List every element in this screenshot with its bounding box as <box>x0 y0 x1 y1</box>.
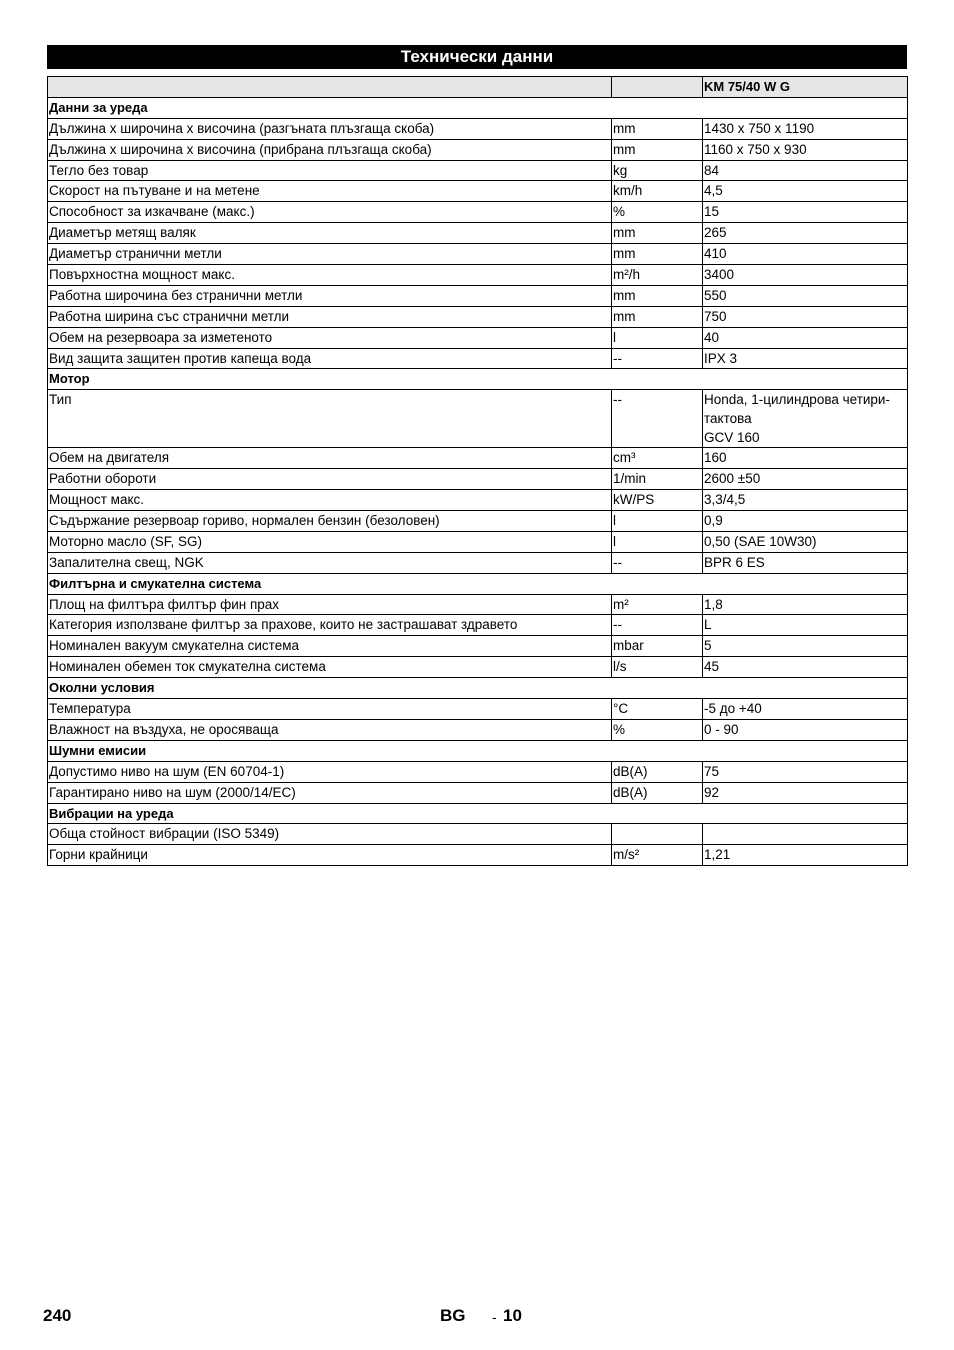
spec-value: 40 <box>703 327 908 348</box>
section-title: Данни за уреда <box>48 97 908 118</box>
spec-unit: °C <box>612 699 703 720</box>
spec-unit: mm <box>612 118 703 139</box>
spec-value <box>703 824 908 845</box>
spec-unit: l <box>612 327 703 348</box>
spec-label: Вид защита защитен против капеща вода <box>48 348 612 369</box>
spec-value: 265 <box>703 223 908 244</box>
spec-unit: kW/PS <box>612 490 703 511</box>
spec-label: Мощност макс. <box>48 490 612 511</box>
table-row <box>48 139 908 160</box>
table-row <box>48 223 908 244</box>
spec-value: 0,9 <box>703 511 908 532</box>
section-row <box>48 678 908 699</box>
table-row <box>48 490 908 511</box>
spec-label: Дължина x широчина x височина (прибрана плъзгаща скоба) <box>48 139 612 160</box>
spec-unit: mm <box>612 285 703 306</box>
section-title: Шумни емисии <box>48 740 908 761</box>
spec-label: Обща стойност вибрации (ISO 5349) <box>48 824 612 845</box>
spec-value: BPR 6 ES <box>703 552 908 573</box>
table-row <box>48 657 908 678</box>
spec-label: Обем на резервоара за изметеното <box>48 327 612 348</box>
header-model-cell: KM 75/40 W G <box>703 77 908 98</box>
header-unit-cell <box>612 77 703 98</box>
spec-unit: -- <box>612 390 703 448</box>
spec-value: 5 <box>703 636 908 657</box>
spec-unit: cm³ <box>612 448 703 469</box>
table-header-row <box>48 77 908 98</box>
spec-value: 2600 ±50 <box>703 469 908 490</box>
spec-unit: % <box>612 202 703 223</box>
spec-value-line: GCV 160 <box>704 430 760 446</box>
table-row <box>48 552 908 573</box>
spec-unit <box>612 824 703 845</box>
table-row <box>48 202 908 223</box>
section-page-number: 10 <box>503 1306 522 1325</box>
spec-label: Номинален обемен ток смукателна система <box>48 657 612 678</box>
table-row <box>48 531 908 552</box>
spec-value-line: тактова <box>704 411 752 427</box>
section-title: Околни условия <box>48 678 908 699</box>
spec-value: 45 <box>703 657 908 678</box>
spec-unit: l <box>612 531 703 552</box>
table-row <box>48 824 908 845</box>
spec-label: Влажност на въздуха, не оросяваща <box>48 719 612 740</box>
spec-value: 1160 x 750 x 930 <box>703 139 908 160</box>
spec-value: L <box>703 615 908 636</box>
spec-unit: % <box>612 719 703 740</box>
footer-separator: - <box>492 1309 497 1325</box>
table-row <box>48 160 908 181</box>
spec-value-line: Honda, 1-цилиндрова четири- <box>704 392 890 408</box>
table-row <box>48 719 908 740</box>
spec-label: Способност за изкачване (макс.) <box>48 202 612 223</box>
spec-label: Повърхностна мощност макс. <box>48 265 612 286</box>
spec-unit: mm <box>612 223 703 244</box>
table-row <box>48 511 908 532</box>
page-number: 240 <box>43 1306 72 1325</box>
spec-value: 1,21 <box>703 845 908 866</box>
spec-unit: mm <box>612 306 703 327</box>
technical-data-table <box>47 76 908 866</box>
section-title: Мотор <box>48 369 908 390</box>
section-row <box>48 803 908 824</box>
table-row <box>48 265 908 286</box>
table-row <box>48 636 908 657</box>
spec-unit: kg <box>612 160 703 181</box>
spec-label: Номинален вакуум смукателна система <box>48 636 612 657</box>
spec-unit: km/h <box>612 181 703 202</box>
table-row <box>48 761 908 782</box>
table-row <box>48 615 908 636</box>
spec-label: Тегло без товар <box>48 160 612 181</box>
spec-unit: mbar <box>612 636 703 657</box>
spec-value <box>703 390 908 448</box>
table-row <box>48 699 908 720</box>
spec-label: Работни обороти <box>48 469 612 490</box>
table-row <box>48 118 908 139</box>
spec-label: Запалителна свещ, NGK <box>48 552 612 573</box>
table-row <box>48 782 908 803</box>
spec-value: 4,5 <box>703 181 908 202</box>
section-row <box>48 369 908 390</box>
spec-label: Гарантирано ниво на шум (2000/14/EC) <box>48 782 612 803</box>
spec-value: 750 <box>703 306 908 327</box>
spec-value: 1430 x 750 x 1190 <box>703 118 908 139</box>
spec-value: 160 <box>703 448 908 469</box>
table-row <box>48 594 908 615</box>
spec-value: 75 <box>703 761 908 782</box>
spec-value: 0 - 90 <box>703 719 908 740</box>
table-row <box>48 327 908 348</box>
header-label-cell <box>48 77 612 98</box>
spec-value: 550 <box>703 285 908 306</box>
spec-label: Обем на двигателя <box>48 448 612 469</box>
spec-label: Съдържание резервоар гориво, нормален бензин (безоловен) <box>48 511 612 532</box>
table-row <box>48 244 908 265</box>
table-row <box>48 348 908 369</box>
spec-unit: dB(A) <box>612 761 703 782</box>
table-row <box>48 181 908 202</box>
table-row <box>48 448 908 469</box>
section-row <box>48 97 908 118</box>
table-row <box>48 285 908 306</box>
spec-unit: mm <box>612 244 703 265</box>
section-title: Филтърна и смукателна система <box>48 573 908 594</box>
spec-unit: m² <box>612 594 703 615</box>
spec-label: Моторно масло (SF, SG) <box>48 531 612 552</box>
section-row <box>48 740 908 761</box>
spec-label: Площ на филтъра филтър фин прах <box>48 594 612 615</box>
language-code: BG <box>440 1306 466 1325</box>
spec-value: 84 <box>703 160 908 181</box>
section-title: Вибрации на уреда <box>48 803 908 824</box>
spec-label: Работна широчина без странични метли <box>48 285 612 306</box>
spec-label: Тип <box>48 390 612 448</box>
table-row <box>48 306 908 327</box>
spec-label: Категория използване филтър за прахове, които не застрашават здравето <box>48 615 612 636</box>
spec-label: Допустимо ниво на шум (EN 60704-1) <box>48 761 612 782</box>
spec-unit: -- <box>612 615 703 636</box>
spec-label: Диаметър странични метли <box>48 244 612 265</box>
spec-label: Горни крайници <box>48 845 612 866</box>
spec-label: Дължина x широчина x височина (разгъната плъзгаща скоба) <box>48 118 612 139</box>
spec-value: 92 <box>703 782 908 803</box>
spec-unit: l <box>612 511 703 532</box>
spec-value: 3,3/4,5 <box>703 490 908 511</box>
spec-unit: l/s <box>612 657 703 678</box>
spec-value: 0,50 (SAE 10W30) <box>703 531 908 552</box>
spec-unit: mm <box>612 139 703 160</box>
table-row <box>48 390 908 448</box>
spec-label: Температура <box>48 699 612 720</box>
spec-value: -5 до +40 <box>703 699 908 720</box>
spec-unit: 1/min <box>612 469 703 490</box>
table-row <box>48 469 908 490</box>
spec-unit: -- <box>612 348 703 369</box>
spec-value: IPX 3 <box>703 348 908 369</box>
spec-unit: m/s² <box>612 845 703 866</box>
spec-unit: m²/h <box>612 265 703 286</box>
page-title: Технически данни <box>47 45 907 69</box>
section-row <box>48 573 908 594</box>
spec-label: Диаметър метящ валяк <box>48 223 612 244</box>
spec-value: 15 <box>703 202 908 223</box>
spec-unit: dB(A) <box>612 782 703 803</box>
spec-label: Работна ширина със странични метли <box>48 306 612 327</box>
spec-unit: -- <box>612 552 703 573</box>
spec-label: Скорост на пътуване и на метене <box>48 181 612 202</box>
spec-value: 1,8 <box>703 594 908 615</box>
spec-value: 410 <box>703 244 908 265</box>
spec-value: 3400 <box>703 265 908 286</box>
table-row <box>48 845 908 866</box>
